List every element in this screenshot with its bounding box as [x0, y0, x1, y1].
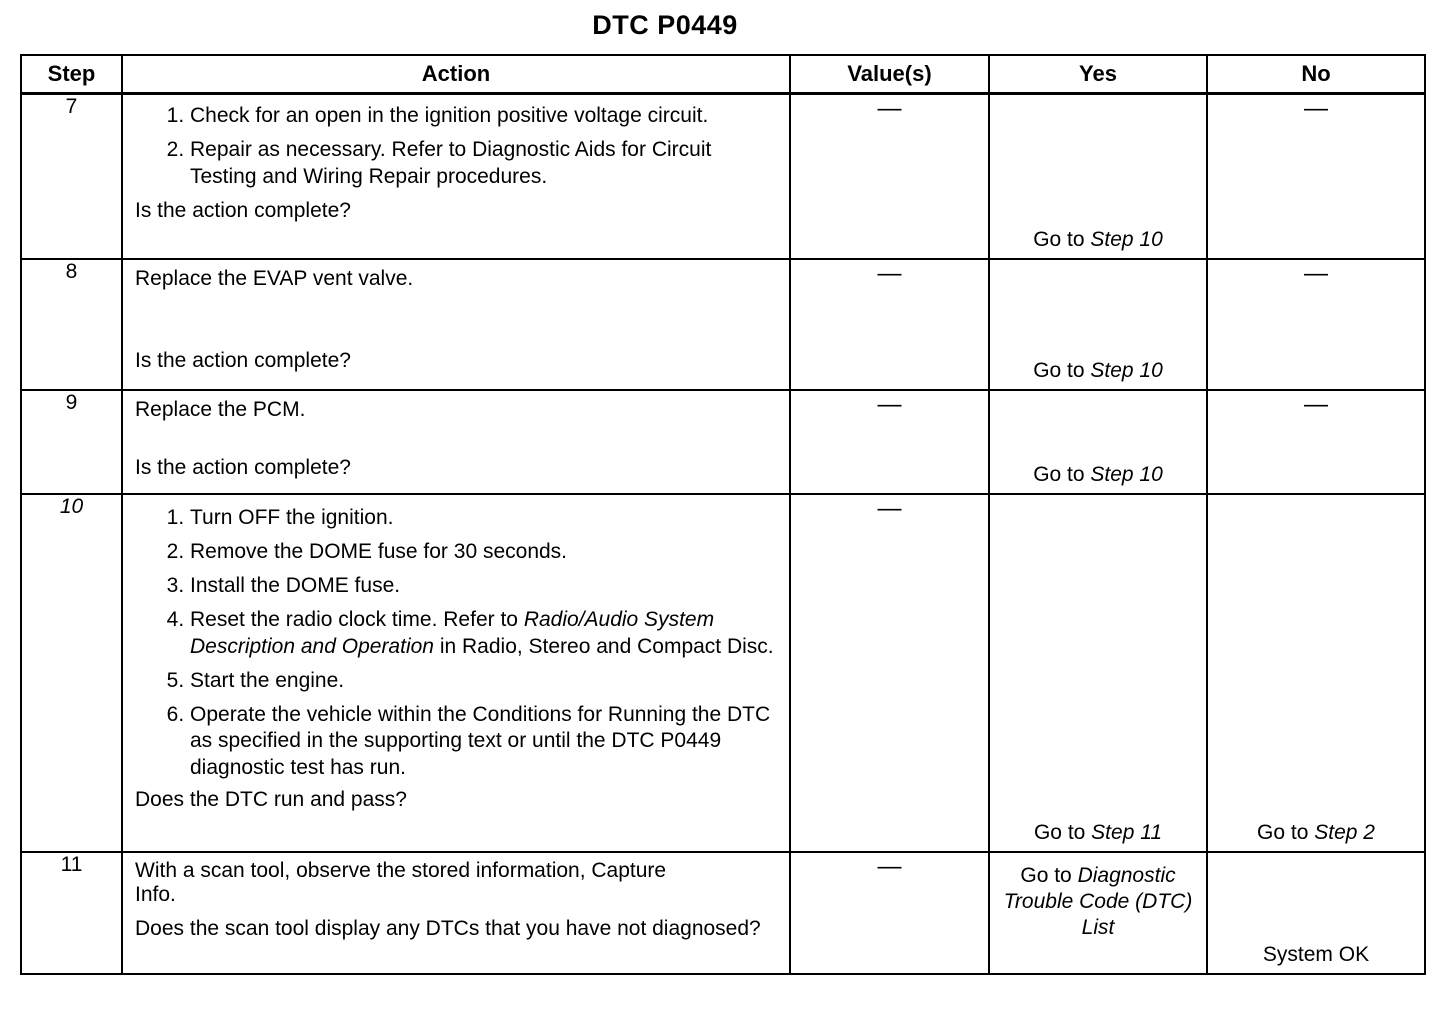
yes-cell: [989, 852, 1207, 974]
value-cell: —: [790, 94, 989, 259]
header-row: [21, 55, 1425, 94]
action-item: [190, 607, 779, 660]
step-number: 7: [21, 94, 122, 259]
action-item-text: Reset the radio clock time. Refer to: [190, 608, 524, 632]
step-number: 10: [21, 494, 122, 852]
action-item: 1. Turn OFF the ignition.: [190, 505, 779, 531]
action-question: Is the action complete?: [135, 455, 351, 479]
value-cell: —: [790, 259, 989, 390]
yes-prefix: Go to: [1033, 358, 1091, 382]
yes-prefix: Go to: [1033, 227, 1091, 251]
action-item: 2. Repair as necessary. Refer to Diagnostic Aids for Circuit Testing and Wiring Repair procedures.: [190, 137, 779, 190]
dtc-table: [20, 54, 1426, 975]
action-cell: [122, 494, 790, 852]
yes-cell: [989, 259, 1207, 390]
page-title: DTC P0449: [592, 10, 738, 40]
no-prefix: Go to: [1257, 820, 1315, 844]
step-number: 8: [21, 259, 122, 390]
action-cell: [122, 390, 790, 494]
table-row: [21, 94, 1425, 259]
action-item: 3. Install the DOME fuse.: [190, 573, 779, 599]
yes-step-link[interactable]: Step 11: [1091, 820, 1163, 844]
action-question: Does the scan tool display any DTCs that you have not diagnosed?: [135, 916, 761, 940]
table-row: [21, 390, 1425, 494]
action-cell: [122, 94, 790, 259]
yes-step-link[interactable]: Step 10: [1090, 358, 1163, 382]
header-action: Action: [122, 55, 790, 94]
header-step: Step: [21, 55, 122, 94]
no-cell: —: [1207, 259, 1425, 390]
action-item-text: in Radio, Stereo and Compact Disc.: [433, 634, 774, 658]
action-item: 5. Start the engine.: [190, 668, 779, 694]
no-cell: —: [1207, 390, 1425, 494]
header-no: No: [1207, 55, 1425, 94]
step-number: 11: [21, 852, 122, 974]
action-item: 1. Check for an open in the ignition positive voltage circuit.: [190, 103, 779, 129]
no-step-link[interactable]: Step 2: [1314, 820, 1375, 844]
yes-cell: [989, 390, 1207, 494]
radio-audio-link[interactable]: Radio/Audio System Description and Operation: [190, 608, 715, 658]
action-question: Does the DTC run and pass?: [135, 787, 407, 811]
yes-cell: [989, 94, 1207, 259]
yes-prefix: Go to: [1033, 462, 1091, 486]
value-cell: —: [790, 494, 989, 852]
no-cell: —: [1207, 94, 1425, 259]
action-question: Is the action complete?: [135, 198, 351, 222]
value-cell: —: [790, 390, 989, 494]
dtc-list-link[interactable]: Diagnostic Trouble Code (DTC) List: [1003, 863, 1193, 939]
action-cell: [122, 259, 790, 390]
yes-prefix: Go to: [1033, 820, 1092, 844]
action-text: Replace the PCM.: [135, 397, 306, 421]
header-yes: Yes: [989, 55, 1207, 94]
table-row: [21, 259, 1425, 390]
action-question: Is the action complete?: [135, 348, 351, 372]
no-cell: [1207, 852, 1425, 974]
header-values: Value(s): [790, 55, 989, 94]
system-ok-text: System OK: [1262, 942, 1370, 966]
table-row: [21, 852, 1425, 974]
step-number: 9: [21, 390, 122, 494]
yes-step-link[interactable]: Step 10: [1090, 227, 1163, 251]
action-text: With a scan tool, observe the stored information, Capture Info.: [135, 858, 667, 906]
no-cell: [1207, 494, 1425, 852]
action-item: 6. Operate the vehicle within the Conditions for Running the DTC as specified in the supporting text or until the DTC P0449 diagnostic test has run.: [190, 702, 779, 781]
value-cell: —: [790, 852, 989, 974]
table-row: [21, 494, 1425, 852]
yes-cell: [989, 494, 1207, 852]
action-cell: [122, 852, 790, 974]
action-item: 2. Remove the DOME fuse for 30 seconds.: [190, 539, 779, 565]
yes-prefix: Go to: [1020, 863, 1078, 887]
action-text: Replace the EVAP vent valve.: [135, 266, 414, 290]
yes-step-link[interactable]: Step 10: [1090, 462, 1163, 486]
